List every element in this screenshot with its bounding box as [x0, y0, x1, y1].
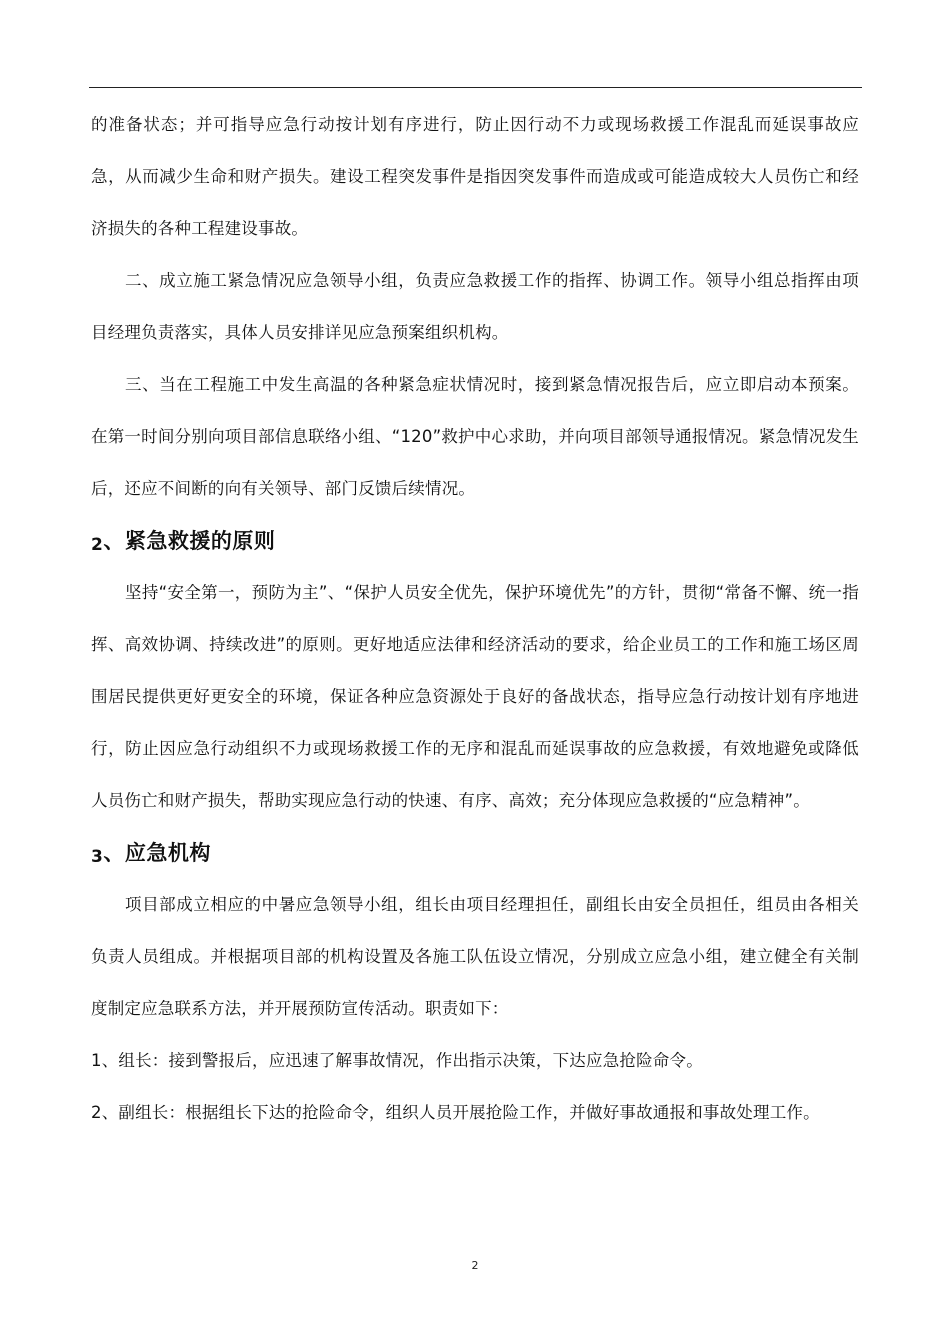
paragraph-emergency-response: 三、当在工程施工中发生高温的各种紧急症状情况时，接到紧急情况报告后，应立即启动本预案。在第一时间分别向项目部信息联络小组、“120”救护中心求助，并向项目部领导通报情况。紧急情况发生后，还应不间断的向有关领导、部门反馈后续情况。: [91, 375, 859, 498]
section-number: 3: [91, 847, 104, 867]
page-number: 2: [471, 1259, 479, 1272]
list-item-deputy-leader: 2、副组长：根据组长下达的抢险命令，组织人员开展抢险工作，并做好事故通报和事故处理工作。: [91, 1103, 820, 1122]
section-heading-emergency-organization: [91, 839, 859, 871]
paragraph-principles: 坚持“安全第一，预防为主”、“保护人员安全优先，保护环境优先”的方针，贯彻“常备不懈、统一指挥、高效协调、持续改进”的原则。更好地适应法律和经济活动的要求，给企业员工的工作和施工场区周围居民提供更好更安全的环境，保证各种应急资源处于良好的备战状态，指导应急行动按计划有序地进行，防止因应急行动组织不力或现场救援工作的无序和混乱而延误事故的应急救援，有效地避免或降低人员伤亡和财产损失，帮助实现应急行动的快速、有序、高效；充分体现应急救援的“应急精神”。: [91, 583, 859, 810]
paragraph-organization: 项目部成立相应的中暑应急领导小组，组长由项目经理担任，副组长由安全员担任，组员由各相关负责人员组成。并根据项目部的机构设置及各施工队伍设立情况，分别成立应急小组，建立健全有关制度制定应急联系方法，并开展预防宣传活动。职责如下：: [91, 895, 859, 1018]
paragraph-leadership-group: 二、成立施工紧急情况应急领导小组，负责应急救援工作的指挥、协调工作。领导小组总指挥由项目经理负责落实，具体人员安排详见应急预案组织机构。: [91, 271, 859, 342]
paragraph-continuation: 的准备状态；并可指导应急行动按计划有序进行，防止因行动不力或现场救援工作混乱而延误事故应急，从而减少生命和财产损失。建设工程突发事件是指因突发事件而造成或可能造成较大人员伤亡和经济损失的各种工程建设事故。: [91, 115, 859, 238]
section-title: 、应急机构: [103, 841, 211, 865]
list-item-leader: 1、组长：接到警报后，应迅速了解事故情况，作出指示决策，下达应急抢险命令。: [91, 1051, 703, 1070]
section-heading-rescue-principles: [91, 527, 859, 559]
header-rule: [89, 87, 862, 88]
document-body: [91, 99, 859, 1139]
section-number: 2: [91, 535, 104, 555]
section-title: 、紧急救援的原则: [103, 529, 276, 553]
